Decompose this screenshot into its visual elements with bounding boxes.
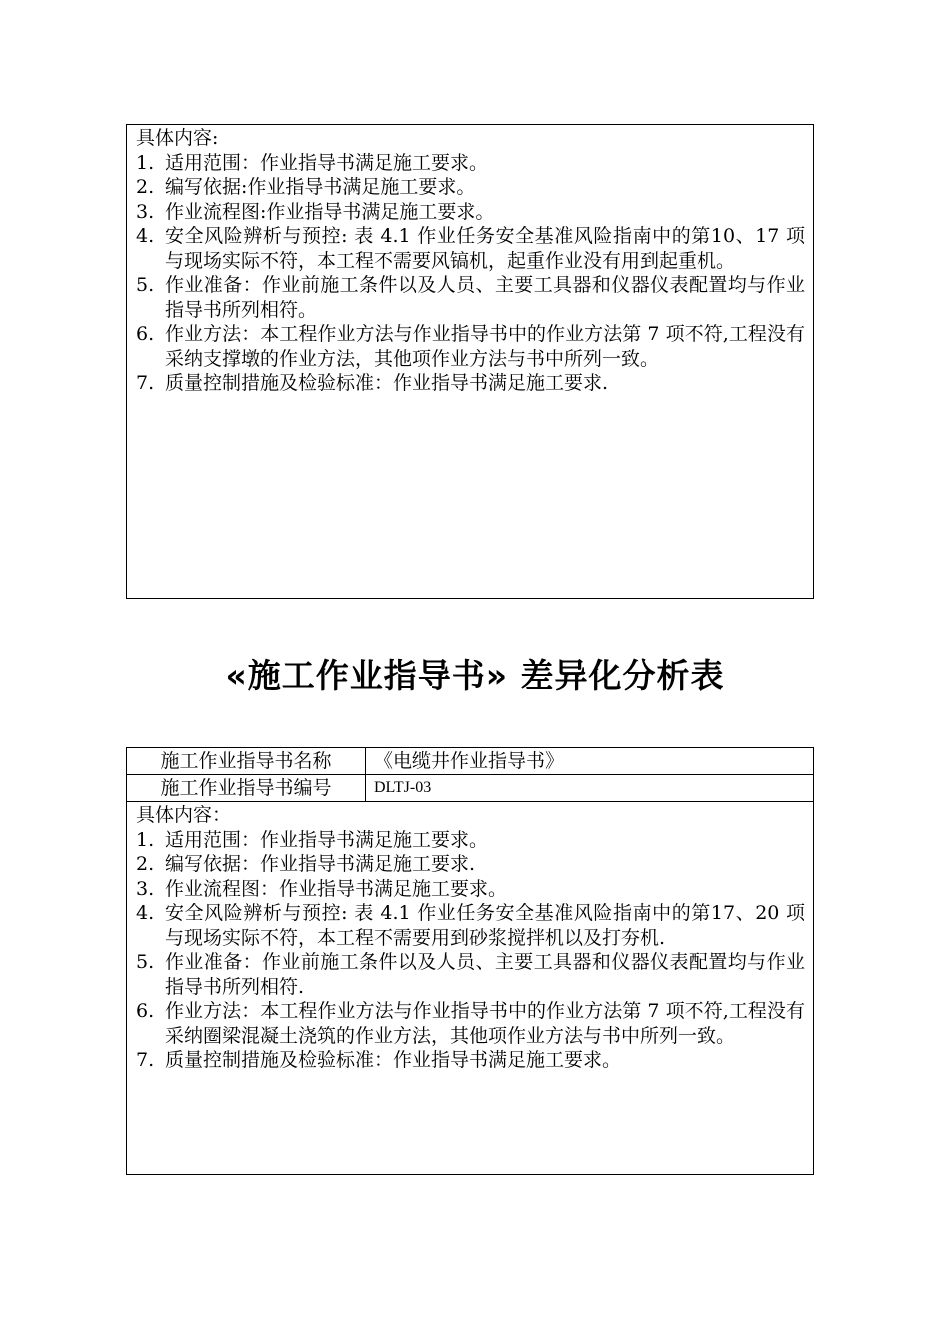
content-box-2 — [126, 747, 814, 1175]
guide-name-value: 《电缆井作业指导书》 — [374, 750, 565, 772]
guide-code-row — [127, 775, 813, 802]
item-text: 适用范围：作业指导书满足施工要求。 — [165, 151, 489, 174]
guide-code-label: 施工作业指导书编号 — [127, 775, 366, 801]
guide-name-row — [127, 748, 813, 775]
list-item — [136, 200, 805, 225]
item-text: 作业流程图：作业指导书满足施工要求。 — [165, 877, 508, 900]
guide-code-value: DLTJ-03 — [374, 779, 432, 796]
page-title: «施工作业指导书» 差异化分析表 — [225, 656, 725, 695]
item-number: 2. — [136, 176, 155, 198]
item-text: 作业准备：作业前施工条件以及人员、主要工具器和仪器仪表配置均与作业指导书所列相符. — [165, 951, 805, 998]
list-item — [136, 852, 805, 877]
item-text: 作业准备：作业前施工条件以及人员、主要工具器和仪器仪表配置均与作业指导书所列相符。 — [165, 274, 805, 321]
item-number: 6. — [136, 1000, 155, 1022]
item-number: 3. — [136, 877, 155, 900]
item-number: 4. — [136, 902, 155, 924]
list-item — [136, 224, 805, 273]
list-item — [136, 273, 805, 322]
item-number: 2. — [136, 853, 155, 875]
list-item — [136, 371, 805, 396]
item-text: 作业方法：本工程作业方法与作业指导书中的作业方法第 7 项不符,工程没有采纳支撑墩的作业方法，其他项作业方法与书中所列一致。 — [165, 323, 805, 370]
item-text: 安全风险辨析与预控: 表 4.1 作业任务安全基准风险指南中的第17、20 项与现场实际不符，本工程不需要用到砂浆搅拌机以及打夯机. — [165, 902, 805, 949]
item-text: 作业流程图:作业指导书满足施工要求。 — [165, 200, 495, 223]
item-number: 4. — [136, 225, 155, 247]
list-item — [136, 151, 805, 176]
item-number: 5. — [136, 951, 155, 973]
item-number: 5. — [136, 274, 155, 296]
content-body-2 — [127, 802, 813, 1073]
item-text: 安全风险辨析与预控: 表 4.1 作业任务安全基准风险指南中的第10、17 项与现场实际不符，本工程不需要风镐机，起重作业没有用到起重机。 — [165, 225, 805, 272]
list-item — [136, 877, 805, 902]
item-text: 作业方法：本工程作业方法与作业指导书中的作业方法第 7 项不符,工程没有采纳圈梁混凝土浇筑的作业方法，其他项作业方法与书中所列一致。 — [165, 1000, 805, 1047]
item-text: 编写依据：作业指导书满足施工要求. — [165, 853, 476, 875]
content-intro: 具体内容： — [136, 804, 232, 826]
list-item — [136, 322, 805, 371]
guide-name-label: 施工作业指导书名称 — [127, 748, 366, 774]
list-item — [136, 828, 805, 853]
item-text: 质量控制措施及检验标准：作业指导书满足施工要求. — [165, 372, 609, 394]
item-number: 3. — [136, 200, 155, 223]
item-number: 7. — [136, 372, 155, 394]
item-number: 7. — [136, 1049, 155, 1071]
item-number: 1. — [136, 828, 155, 851]
list-item — [136, 175, 805, 200]
item-text: 适用范围：作业指导书满足施工要求。 — [165, 828, 489, 851]
list-item — [136, 1048, 805, 1073]
content-body-1 — [127, 125, 813, 396]
list-item — [136, 901, 805, 950]
item-number: 1. — [136, 151, 155, 174]
list-item — [136, 950, 805, 999]
content-list — [136, 828, 805, 1073]
content-list — [136, 151, 805, 396]
content-intro: 具体内容: — [136, 127, 219, 149]
item-text: 编写依据:作业指导书满足施工要求。 — [165, 176, 476, 198]
item-number: 6. — [136, 323, 155, 345]
content-box-1 — [126, 124, 814, 599]
list-item — [136, 999, 805, 1048]
item-text: 质量控制措施及检验标准：作业指导书满足施工要求。 — [165, 1049, 622, 1071]
